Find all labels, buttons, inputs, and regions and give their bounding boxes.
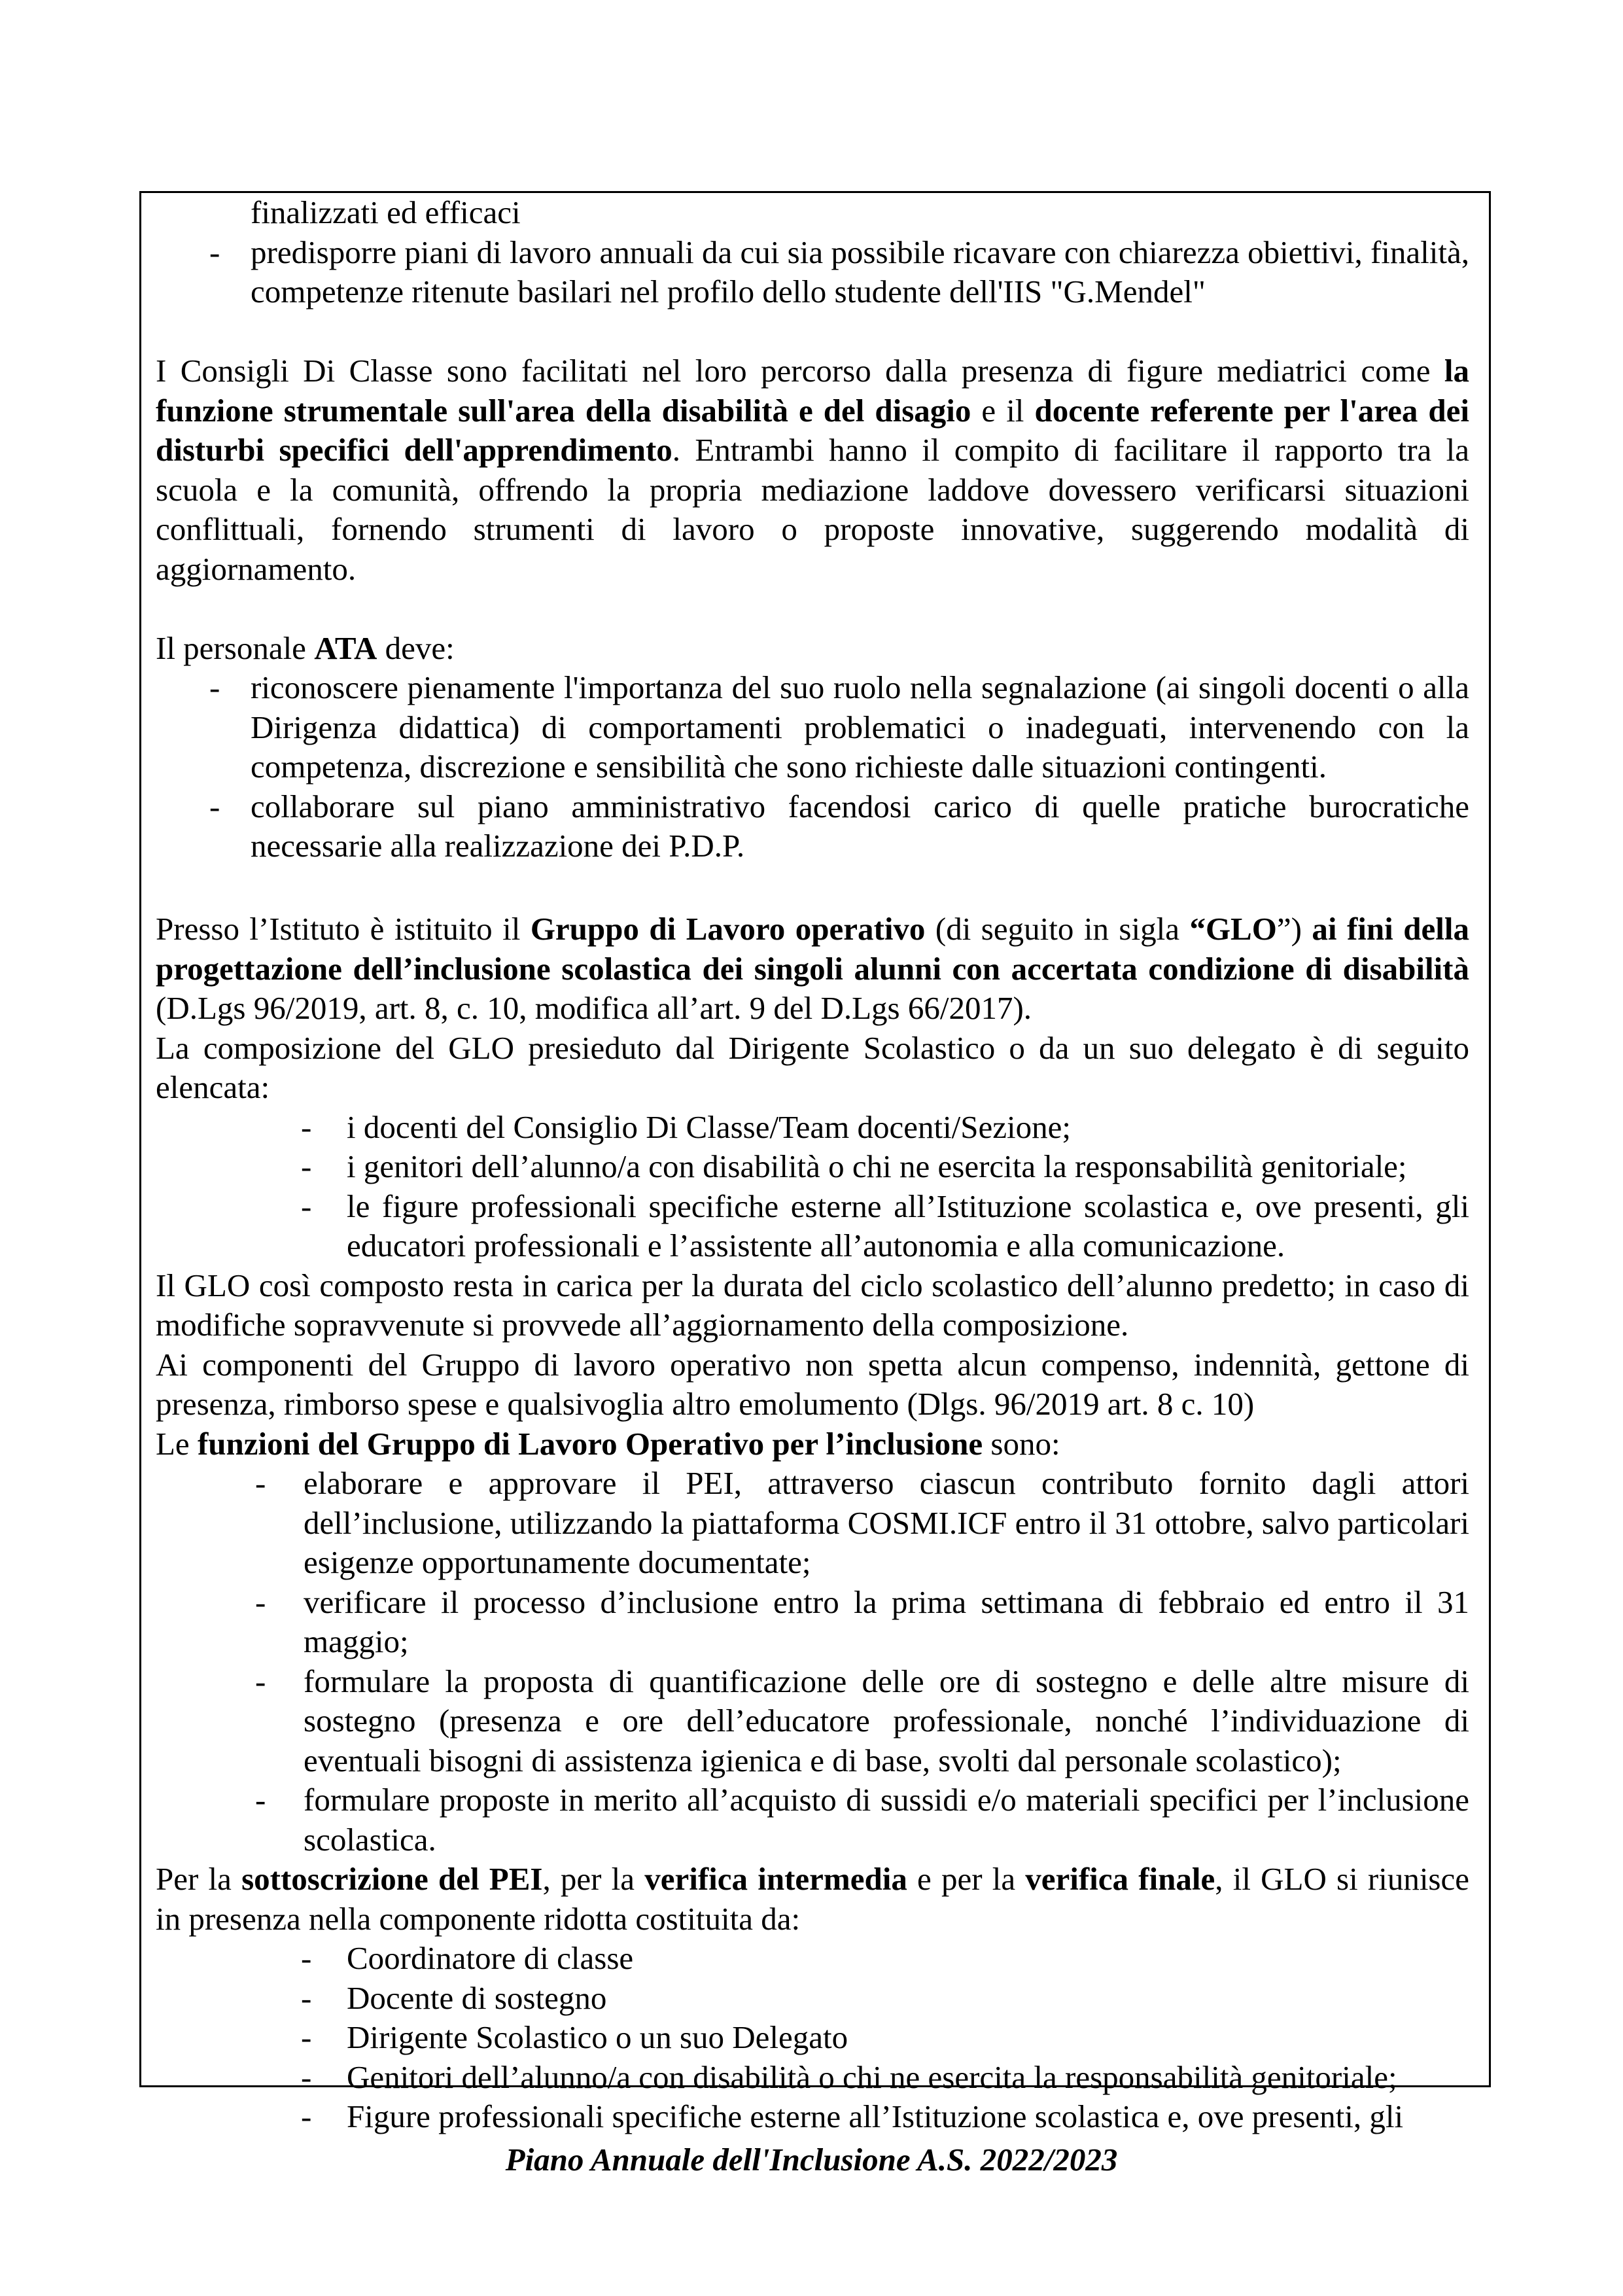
list-item bbox=[156, 668, 1469, 787]
bullet-dash: - bbox=[255, 1782, 266, 1818]
list-item-text: i genitori dell’alunno/a con disabilità o chi ne esercita la responsabilità genitoriale; bbox=[347, 1148, 1407, 1184]
text-run: Presso l’Istituto è istituito il bbox=[156, 911, 531, 947]
list-item-text: Figure professionali specifiche esterne all’Istituzione scolastica e, ove presenti, gli bbox=[347, 2098, 1404, 2134]
list-item bbox=[156, 1780, 1469, 1860]
text-run: (D.Lgs 96/2019, art. 8, c. 10, modifica all’art. 9 del D.Lgs 66/2017). bbox=[156, 990, 1032, 1026]
bold-run: ATA bbox=[314, 629, 377, 666]
bold-run: la funzione strumentale sull'area della disabilità e del disagio bbox=[156, 353, 1469, 429]
text-run: I Consigli Di Classe sono facilitati nel loro percorso dalla presenza di figure mediatrici come bbox=[156, 353, 1444, 389]
list-item bbox=[156, 1662, 1469, 1781]
list-item bbox=[156, 1187, 1469, 1266]
list-item bbox=[156, 2018, 1469, 2058]
bullet-dash: - bbox=[301, 1979, 312, 2016]
list-item-text: Docente di sostegno bbox=[347, 1979, 607, 2016]
bullet-dash: - bbox=[301, 2058, 312, 2095]
list-item bbox=[156, 1108, 1469, 1148]
carryover-line: finalizzati ed efficaci bbox=[251, 194, 521, 230]
consigli-paragraph bbox=[156, 351, 1469, 589]
list-item bbox=[156, 1939, 1469, 1979]
bullet-dash: - bbox=[301, 1148, 312, 1184]
bold-run: verifica finale bbox=[1025, 1861, 1215, 1897]
bold-run: verifica intermedia bbox=[644, 1861, 907, 1897]
text-run: deve: bbox=[377, 629, 455, 666]
compenso-paragraph: Ai componenti del Gruppo di lavoro operativo non spetta alcun compenso, indennità, gettone di presenza, rimborso spese e qualsivoglia altro emolumento (Dlgs. 96/2019 art. 8 c. 10) bbox=[156, 1346, 1469, 1422]
text-run: (di seguito in sigla bbox=[925, 911, 1190, 947]
list-item bbox=[156, 1583, 1469, 1662]
text-run: . Entrambi hanno il compito di facilitare il rapporto tra la scuola e la comunità, offrendo la propria mediazione laddove dovessero verificarsi situazioni conflittuali, fornendo strumenti di lavoro o proposte innovative, suggerendo modalità di aggiornamento. bbox=[156, 432, 1469, 587]
list-item-text: formulare la proposta di quantificazione delle ore di sostegno e delle altre misure di sostegno (presenza e ore dell’educatore professionale, nonché l’individuazione di eventuali bisogni di assistenza igienica e di base, svolti dal personale scolastico); bbox=[304, 1663, 1469, 1778]
bullet-dash: - bbox=[255, 1465, 266, 1501]
ata-paragraph bbox=[156, 629, 1469, 669]
list-item-text: collaborare sul piano amministrativo facendosi carico di quelle pratiche burocratiche necessarie alla realizzazione dei P.D.P. bbox=[251, 788, 1469, 864]
list-item-text: Coordinatore di classe bbox=[347, 1940, 634, 1976]
list-item-text: predisporre piani di lavoro annuali da cui sia possibile ricavare con chiarezza obiettivi, finalità, competenze ritenute basilari nel profilo dello studente dell'IIS "G.Mendel" bbox=[251, 234, 1469, 309]
list-item bbox=[156, 1147, 1469, 1187]
list-item bbox=[156, 787, 1469, 866]
list-item bbox=[156, 1464, 1469, 1583]
list-item-text: formulare proposte in merito all’acquisto di sussidi e/o materiali specifici per l’inclusione scolastica. bbox=[304, 1782, 1469, 1858]
list-item bbox=[156, 2058, 1469, 2098]
list-item-text: riconoscere pienamente l'importanza del suo ruolo nella segnalazione (ai singoli docenti o alla Dirigenza didattica) di comportamenti problematici o inadeguati, intervenendo con la competenza, discrezione e sensibilità che sono richieste dalle situazioni contingenti. bbox=[251, 669, 1469, 785]
text-run: e per la bbox=[907, 1861, 1026, 1897]
bold-run: Gruppo di Lavoro operativo bbox=[530, 911, 926, 947]
text-run: Le bbox=[156, 1425, 198, 1462]
bullet-dash: - bbox=[301, 1188, 312, 1224]
list-item-text: verificare il processo d’inclusione entro la prima settimana di febbraio ed entro il 31 maggio; bbox=[304, 1583, 1469, 1659]
bold-run: ai fini della progettazione dell’inclusione scolastica dei singoli alunni con accertata condizione di disabilità bbox=[156, 911, 1469, 987]
bullet-dash: - bbox=[301, 2098, 312, 2134]
text-run: ”) bbox=[1276, 911, 1312, 947]
list-item bbox=[156, 233, 1469, 312]
bold-run: “GLO bbox=[1189, 911, 1277, 947]
bold-run: docente referente per l'area dei disturbi specifici dell'apprendimento bbox=[156, 392, 1469, 468]
bullet-dash: - bbox=[301, 1940, 312, 1976]
text-run: Il personale bbox=[156, 629, 315, 666]
content-frame bbox=[139, 191, 1491, 2134]
bullet-dash: - bbox=[301, 2019, 312, 2055]
bold-run: funzioni del Gruppo di Lavoro Operativo per l’inclusione bbox=[197, 1425, 983, 1462]
composizione-paragraph: La composizione del GLO presieduto dal Dirigente Scolastico o da un suo delegato è di seguito elencata: bbox=[156, 1029, 1469, 1105]
funzioni-paragraph bbox=[156, 1424, 1469, 1464]
list-item-text: elaborare e approvare il PEI, attraverso ciascun contributo fornito dagli attori dell’inclusione, utilizzando la piattaforma COSMI.ICF entro il 31 ottobre, salvo particolari esigenze opportunamente documentate; bbox=[304, 1465, 1469, 1580]
bullet-dash: - bbox=[301, 1108, 312, 1145]
text-run: , il GLO si riunisce in presenza nella componente ridotta costituita da: bbox=[156, 1861, 1469, 1937]
bullet-dash: - bbox=[209, 788, 220, 824]
carica-paragraph: Il GLO così composto resta in carica per la durata del ciclo scolastico dell’alunno predetto; in caso di modifiche sopravvenute si provvede all’aggiornamento della composizione. bbox=[156, 1267, 1469, 1343]
text-run: e il bbox=[971, 392, 1035, 429]
sottoscrizione-paragraph bbox=[156, 1860, 1469, 1939]
list-item-text: le figure professionali specifiche esterne all’Istituzione scolastica e, ove presenti, gli educatori professionali e l’assistente all’autonomia e alla comunicazione. bbox=[347, 1188, 1469, 1263]
list-item bbox=[156, 1979, 1469, 2019]
bullet-dash: - bbox=[255, 1663, 266, 1699]
text-run: sono: bbox=[983, 1425, 1060, 1462]
list-item bbox=[156, 2097, 1469, 2137]
text-run: , per la bbox=[542, 1861, 645, 1897]
list-item-text: Genitori dell’alunno/a con disabilità o chi ne esercita la responsabilità genitoriale; bbox=[347, 2058, 1397, 2095]
list-item-text: i docenti del Consiglio Di Classe/Team docenti/Sezione; bbox=[347, 1108, 1072, 1145]
bullet-dash: - bbox=[209, 234, 220, 270]
glo-intro-paragraph bbox=[156, 910, 1469, 1029]
bold-run: sottoscrizione del PEI bbox=[241, 1861, 543, 1897]
text-run: Per la bbox=[156, 1861, 242, 1897]
list-item-text: Dirigente Scolastico o un suo Delegato bbox=[347, 2019, 848, 2055]
bullet-dash: - bbox=[209, 669, 220, 705]
bullet-dash: - bbox=[255, 1583, 266, 1620]
page-footer: Piano Annuale dell'Inclusione A.S. 2022/2023 bbox=[505, 2142, 1118, 2178]
